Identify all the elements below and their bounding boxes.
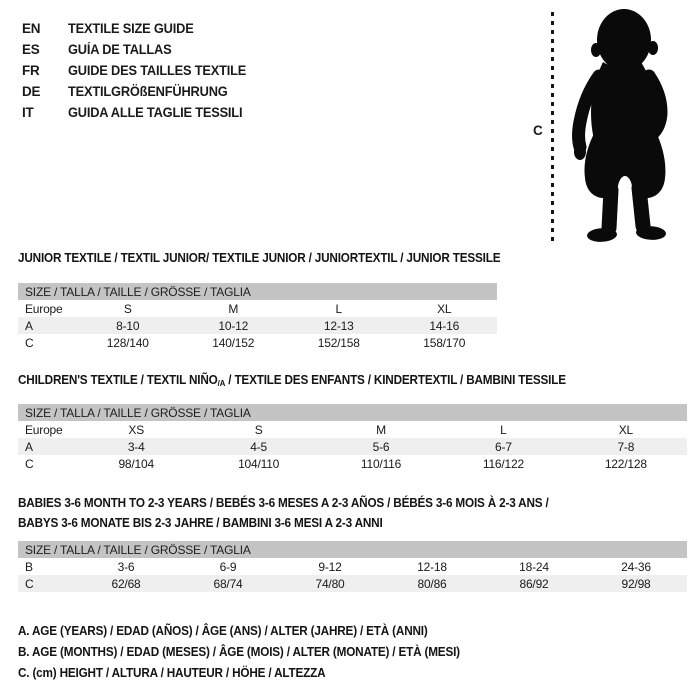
row-label: Europe	[25, 422, 63, 437]
value-cell: 6-7	[495, 439, 512, 454]
value-cell: 86/92	[519, 576, 549, 591]
value-cell: 74/80	[315, 576, 345, 591]
value-cell: 62/68	[111, 576, 141, 591]
size-header-bar	[18, 283, 497, 300]
value-cell: 18-24	[519, 559, 549, 574]
lang-code: FR	[22, 63, 40, 78]
lang-row-it	[22, 102, 256, 123]
value-cell: 9-12	[318, 559, 342, 574]
table-row-height	[18, 334, 497, 351]
children-table-title	[18, 373, 566, 388]
footnote-b: B. AGE (MONTHS) / EDAD (MESES) / ÂGE (MOIS) / ALTER (MONATE) / ETÀ (MESI)	[18, 645, 460, 659]
size-cell: M	[228, 301, 239, 316]
footnote-c: C. (cm) HEIGHT / ALTURA / HAUTEUR / HÖHE / ALTEZZA	[18, 666, 326, 680]
children-size-table	[18, 404, 687, 472]
value-cell: 158/170	[423, 335, 466, 350]
value-cell: 98/104	[118, 456, 154, 471]
size-header-label: SIZE / TALLA / TAILLE / GRÖSSE / TAGLIA	[25, 542, 251, 557]
measure-c-label: C	[533, 123, 543, 138]
value-cell: 7-8	[617, 439, 635, 454]
value-cell: 104/110	[238, 456, 280, 471]
size-header-label: SIZE / TALLA / TAILLE / GRÖSSE / TAGLIA	[25, 405, 251, 420]
lang-title: GUIDE DES TAILLES TEXTILE	[68, 63, 247, 78]
children-title-subscript: /A	[217, 378, 226, 388]
lang-title: TEXTILGRÖßENFÜHRUNG	[68, 84, 228, 99]
value-cell: 3-6	[117, 559, 135, 574]
row-label: C	[25, 576, 34, 591]
lang-row-fr	[22, 60, 256, 81]
children-title-post: / TEXTILE DES ENFANTS / KINDERTEXTIL / BAMBINI TESSILE	[225, 373, 566, 387]
value-cell: 92/98	[621, 576, 651, 591]
babies-table-title	[18, 493, 549, 533]
value-cell: 152/158	[317, 335, 360, 350]
babies-title-line1: BABIES 3-6 MONTH TO 2-3 YEARS / BEBÉS 3-6 MESES A 2-3 AÑOS / BÉBÉS 3-6 MOIS À 2-3 ANS /	[18, 496, 549, 510]
row-label: A	[25, 318, 33, 333]
lang-row-de	[22, 81, 256, 102]
value-cell: 80/86	[417, 576, 447, 591]
value-cell: 14-16	[429, 318, 460, 333]
size-cell: S	[123, 301, 132, 316]
row-label: C	[25, 456, 34, 471]
table-row-age	[18, 317, 497, 334]
babies-title-line2: BABYS 3-6 MONATE BIS 2-3 JAHRE / BAMBINI 3-6 MESI A 2-3 ANNI	[18, 516, 383, 530]
value-cell: 122/128	[604, 456, 647, 471]
value-cell: 3-4	[127, 439, 145, 454]
value-cell: 4-5	[250, 439, 267, 454]
size-header-label: SIZE / TALLA / TAILLE / GRÖSSE / TAGLIA	[25, 284, 251, 299]
junior-size-table	[18, 283, 497, 351]
children-title-pre: CHILDREN'S TEXTILE / TEXTIL NIÑO	[18, 373, 218, 387]
row-label: B	[25, 559, 33, 574]
table-row-height	[18, 575, 687, 592]
value-cell: 68/74	[213, 576, 243, 591]
value-cell: 128/140	[106, 335, 149, 350]
lang-code: IT	[22, 105, 34, 120]
lang-title: GUIDA ALLE TAGLIE TESSILI	[68, 105, 243, 120]
lang-row-en	[22, 18, 256, 39]
lang-title: GUÍA DE TALLAS	[68, 42, 172, 57]
table-row-europe	[18, 421, 687, 438]
value-cell: 12-18	[417, 559, 447, 574]
value-cell: 6-9	[219, 559, 237, 574]
legend-footnotes	[18, 624, 488, 687]
lang-row-es	[22, 39, 256, 60]
lang-code: EN	[22, 21, 41, 36]
size-cell: S	[254, 422, 263, 437]
value-cell: 116/122	[482, 456, 524, 471]
value-cell: 24-36	[621, 559, 651, 574]
value-cell: 12-13	[323, 318, 354, 333]
table-row-height	[18, 455, 687, 472]
footnote-a: A. AGE (YEARS) / EDAD (AÑOS) / ÂGE (ANS) / ALTER (JAHRE) / ETÀ (ANNI)	[18, 624, 428, 638]
junior-table-title: JUNIOR TEXTILE / TEXTIL JUNIOR/ TEXTILE JUNIOR / JUNIORTEXTIL / JUNIOR TESSILE	[18, 251, 501, 265]
value-cell: 10-12	[218, 318, 249, 333]
size-header-bar	[18, 404, 687, 421]
babies-size-table	[18, 541, 687, 592]
size-cell: M	[376, 422, 386, 437]
table-row-months	[18, 558, 687, 575]
row-label: A	[25, 439, 33, 454]
toddler-silhouette-icon	[565, 6, 681, 243]
value-cell: 140/152	[212, 335, 255, 350]
size-cell: L	[500, 422, 507, 437]
value-cell: 110/116	[360, 456, 402, 471]
row-label: Europe	[25, 301, 63, 316]
row-label: C	[25, 335, 34, 350]
size-cell: XL	[618, 422, 633, 437]
lang-code: ES	[22, 42, 40, 57]
table-row-age	[18, 438, 687, 455]
value-cell: 5-6	[372, 439, 390, 454]
language-list	[22, 18, 256, 123]
size-header-bar	[18, 541, 687, 558]
value-cell: 8-10	[116, 318, 140, 333]
table-row-europe	[18, 300, 497, 317]
lang-title: TEXTILE SIZE GUIDE	[68, 21, 194, 36]
size-cell: L	[335, 301, 342, 316]
dashed-measure-line	[551, 12, 554, 244]
size-cell: XL	[437, 301, 452, 316]
size-cell: XS	[128, 422, 144, 437]
lang-code: DE	[22, 84, 41, 99]
